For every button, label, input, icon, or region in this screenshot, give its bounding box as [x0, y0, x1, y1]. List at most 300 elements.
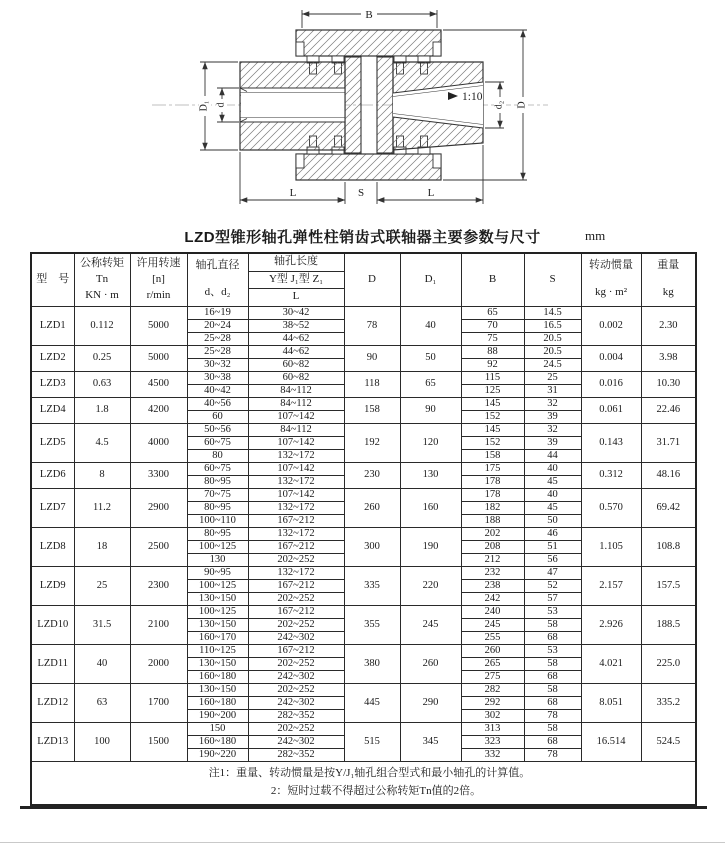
bore-length-cell: 107~142	[248, 462, 344, 475]
torque-cell: 8	[74, 462, 130, 488]
B-cell: 152	[461, 410, 524, 423]
S-cell: 68	[524, 631, 581, 644]
torque-cell: 100	[74, 722, 130, 761]
dim-L-right-label: L	[427, 187, 435, 199]
note-2: 2：短时过载不得超过公称转矩Tn值的2倍。	[270, 784, 482, 797]
bore-length-cell: 132~172	[248, 566, 344, 579]
header-speed-line2: [n]	[152, 272, 165, 285]
B-cell: 178	[461, 488, 524, 501]
D1-cell: 50	[400, 345, 461, 371]
speed-cell: 2000	[130, 644, 187, 683]
S-cell: 46	[524, 527, 581, 540]
bore-diameter-cell: 130~150	[187, 683, 248, 696]
S-cell: 45	[524, 475, 581, 488]
dim-d2	[485, 82, 506, 128]
S-cell: 51	[524, 540, 581, 553]
B-cell: 292	[461, 696, 524, 709]
speed-cell: 1500	[130, 722, 187, 761]
title-row	[0, 226, 725, 248]
bore-length-cell: 242~302	[248, 631, 344, 644]
bore-length-cell: 132~172	[248, 501, 344, 514]
B-cell: 275	[461, 670, 524, 683]
S-cell: 47	[524, 566, 581, 579]
model-cell: LZD1	[31, 306, 74, 345]
header-bore-len-types: Y型 J₁型 Z₁	[249, 271, 344, 289]
D1-cell: 260	[400, 644, 461, 683]
bore-length-cell: 132~172	[248, 449, 344, 462]
model-cell: LZD6	[31, 462, 74, 488]
B-cell: 232	[461, 566, 524, 579]
dim-B	[302, 7, 437, 28]
model-cell: LZD13	[31, 722, 74, 761]
header-weight-line2: kg	[662, 285, 674, 298]
header-bore-dia-line2: d、d₂	[204, 285, 231, 298]
model-cell: LZD10	[31, 605, 74, 644]
page-bottom-rule	[20, 806, 707, 809]
S-cell: 39	[524, 436, 581, 449]
torque-cell: 63	[74, 683, 130, 722]
bore-diameter-cell: 190~220	[187, 748, 248, 761]
bore-diameter-cell: 60~75	[187, 436, 248, 449]
torque-cell: 4.5	[74, 423, 130, 462]
S-cell: 78	[524, 709, 581, 722]
table-row	[31, 423, 696, 436]
weight-cell: 3.98	[641, 345, 696, 371]
dim-B-label: B	[365, 9, 373, 21]
speed-cell: 5000	[130, 306, 187, 345]
model-cell: LZD9	[31, 566, 74, 605]
bore-diameter-cell: 160~180	[187, 696, 248, 709]
bore-length-cell: 202~252	[248, 683, 344, 696]
bore-diameter-cell: 160~180	[187, 670, 248, 683]
bore-diameter-cell: 100~110	[187, 514, 248, 527]
bore-length-cell: 84~112	[248, 384, 344, 397]
speed-cell: 2900	[130, 488, 187, 527]
D1-cell: 120	[400, 423, 461, 462]
header-D: D	[344, 253, 400, 306]
speed-cell: 4200	[130, 397, 187, 423]
B-cell: 175	[461, 462, 524, 475]
bore-length-cell: 167~212	[248, 644, 344, 657]
bore-length-cell: 202~252	[248, 592, 344, 605]
table-footer	[31, 761, 696, 805]
dim-S-label: S	[357, 187, 365, 199]
inertia-cell: 4.021	[581, 644, 641, 683]
S-cell: 68	[524, 735, 581, 748]
model-cell: LZD12	[31, 683, 74, 722]
D1-cell: 160	[400, 488, 461, 527]
speed-cell: 5000	[130, 345, 187, 371]
B-cell: 158	[461, 449, 524, 462]
header-S: S	[524, 253, 581, 306]
S-cell: 44	[524, 449, 581, 462]
taper-label: 1:10	[462, 91, 483, 103]
bore-diameter-cell: 40~42	[187, 384, 248, 397]
header-bore-len-L: L	[249, 288, 344, 306]
header-bore-dia-line1: 轴孔直径	[195, 259, 240, 271]
weight-cell: 108.8	[641, 527, 696, 566]
bore-length-cell: 107~142	[248, 488, 344, 501]
header-bore-diameter	[187, 253, 248, 306]
header-inertia-line1: 转动惯量	[589, 259, 633, 271]
inertia-cell: 2.157	[581, 566, 641, 605]
B-cell: 255	[461, 631, 524, 644]
model-cell: LZD3	[31, 371, 74, 397]
D1-cell: 190	[400, 527, 461, 566]
weight-cell: 31.71	[641, 423, 696, 462]
S-cell: 50	[524, 514, 581, 527]
header-bore-len-title: 轴孔长度	[274, 255, 318, 268]
inertia-cell: 0.570	[581, 488, 641, 527]
inertia-cell: 2.926	[581, 605, 641, 644]
bore-length-cell: 167~212	[248, 579, 344, 592]
bore-diameter-cell: 80~95	[187, 475, 248, 488]
D-cell: 515	[344, 722, 400, 761]
D-cell: 78	[344, 306, 400, 345]
bore-length-cell: 84~112	[248, 423, 344, 436]
B-cell: 152	[461, 436, 524, 449]
B-cell: 178	[461, 475, 524, 488]
bore-diameter-cell: 20~24	[187, 319, 248, 332]
B-cell: 145	[461, 423, 524, 436]
bore-length-cell: 60~82	[248, 358, 344, 371]
inertia-cell: 0.143	[581, 423, 641, 462]
weight-cell: 188.5	[641, 605, 696, 644]
speed-cell: 2500	[130, 527, 187, 566]
bore-diameter-cell: 80	[187, 449, 248, 462]
S-cell: 53	[524, 644, 581, 657]
header-speed-line1: 许用转速	[136, 257, 181, 270]
weight-cell: 48.16	[641, 462, 696, 488]
inertia-cell: 8.051	[581, 683, 641, 722]
D-cell: 158	[344, 397, 400, 423]
bore-length-cell: 84~112	[248, 397, 344, 410]
B-cell: 240	[461, 605, 524, 618]
header-torque	[74, 253, 130, 306]
header-torque-line1: 公称转矩	[80, 257, 124, 270]
speed-cell: 2300	[130, 566, 187, 605]
inertia-cell: 1.105	[581, 527, 641, 566]
left-hub	[240, 62, 345, 150]
bore-diameter-cell: 110~125	[187, 644, 248, 657]
weight-cell: 524.5	[641, 722, 696, 761]
header-speed	[130, 253, 187, 306]
B-cell: 313	[461, 722, 524, 735]
bore-diameter-cell: 150	[187, 722, 248, 735]
B-cell: 115	[461, 371, 524, 384]
note-1: 注1：重量、转动惯量是按Y/J₁轴孔组合型式和最小轴孔的计算值。	[208, 766, 531, 779]
scan-edge-line	[0, 842, 725, 843]
speed-cell: 2100	[130, 605, 187, 644]
notes-cell	[31, 761, 696, 805]
header-speed-line3: r/min	[146, 288, 171, 301]
B-cell: 145	[461, 397, 524, 410]
S-cell: 68	[524, 670, 581, 683]
weight-cell: 69.42	[641, 488, 696, 527]
table-row	[31, 306, 696, 319]
B-cell: 323	[461, 735, 524, 748]
S-cell: 24.5	[524, 358, 581, 371]
inertia-cell: 0.004	[581, 345, 641, 371]
bore-diameter-cell: 60	[187, 410, 248, 423]
bore-length-cell: 242~302	[248, 670, 344, 683]
D-cell: 192	[344, 423, 400, 462]
dim-L-left-label: L	[289, 187, 297, 199]
table-body	[31, 306, 696, 761]
spec-table-wrap	[30, 252, 697, 809]
S-cell: 57	[524, 592, 581, 605]
S-cell: 32	[524, 397, 581, 410]
B-cell: 182	[461, 501, 524, 514]
table-row	[31, 371, 696, 384]
B-cell: 188	[461, 514, 524, 527]
bore-diameter-cell: 100~125	[187, 605, 248, 618]
table-row	[31, 488, 696, 501]
B-cell: 125	[461, 384, 524, 397]
bore-diameter-cell: 80~95	[187, 527, 248, 540]
bore-diameter-cell: 50~56	[187, 423, 248, 436]
weight-cell: 335.2	[641, 683, 696, 722]
inertia-cell: 0.016	[581, 371, 641, 397]
weight-cell: 2.30	[641, 306, 696, 345]
top-flange-ring	[296, 30, 441, 56]
bore-diameter-cell: 130~150	[187, 657, 248, 670]
D-cell: 118	[344, 371, 400, 397]
bore-length-cell: 242~302	[248, 696, 344, 709]
S-cell: 53	[524, 605, 581, 618]
inertia-cell: 0.312	[581, 462, 641, 488]
bottom-flange-ring	[296, 154, 441, 180]
inertia-cell: 16.514	[581, 722, 641, 761]
bore-diameter-cell: 16~19	[187, 306, 248, 319]
table-row	[31, 605, 696, 618]
header-inertia	[581, 253, 641, 306]
S-cell: 31	[524, 384, 581, 397]
S-cell: 45	[524, 501, 581, 514]
D1-cell: 130	[400, 462, 461, 488]
torque-cell: 18	[74, 527, 130, 566]
table-row	[31, 462, 696, 475]
speed-cell: 4000	[130, 423, 187, 462]
bore-diameter-cell: 130~150	[187, 592, 248, 605]
S-cell: 40	[524, 488, 581, 501]
S-cell: 56	[524, 553, 581, 566]
bore-diameter-cell: 160~180	[187, 735, 248, 748]
S-cell: 52	[524, 579, 581, 592]
header-torque-line2: Tn	[95, 272, 109, 285]
torque-cell: 0.25	[74, 345, 130, 371]
table-row	[31, 644, 696, 657]
D-cell: 355	[344, 605, 400, 644]
D1-cell: 220	[400, 566, 461, 605]
torque-cell: 25	[74, 566, 130, 605]
weight-cell: 10.30	[641, 371, 696, 397]
D-cell: 445	[344, 683, 400, 722]
bore-length-cell: 167~212	[248, 514, 344, 527]
dim-d-label: d	[215, 102, 227, 108]
torque-cell: 11.2	[74, 488, 130, 527]
table-row	[31, 527, 696, 540]
bore-length-cell: 60~82	[248, 371, 344, 384]
bore-diameter-cell: 30~38	[187, 371, 248, 384]
bore-length-cell: 132~172	[248, 527, 344, 540]
torque-cell: 0.112	[74, 306, 130, 345]
bore-length-cell: 132~172	[248, 475, 344, 488]
S-cell: 58	[524, 683, 581, 696]
B-cell: 260	[461, 644, 524, 657]
bore-diameter-cell: 100~125	[187, 540, 248, 553]
D-cell: 335	[344, 566, 400, 605]
S-cell: 32	[524, 423, 581, 436]
bore-diameter-cell: 160~170	[187, 631, 248, 644]
bore-diameter-cell: 80~95	[187, 501, 248, 514]
S-cell: 39	[524, 410, 581, 423]
weight-cell: 22.46	[641, 397, 696, 423]
coupling-drawing-svg	[0, 0, 725, 222]
B-cell: 242	[461, 592, 524, 605]
B-cell: 92	[461, 358, 524, 371]
header-model: 型 号	[31, 253, 74, 306]
header-bore-length	[248, 253, 344, 306]
model-cell: LZD2	[31, 345, 74, 371]
header-weight	[641, 253, 696, 306]
bore-diameter-cell: 25~28	[187, 332, 248, 345]
bore-diameter-cell: 130	[187, 553, 248, 566]
S-cell: 58	[524, 618, 581, 631]
bore-length-cell: 202~252	[248, 618, 344, 631]
S-cell: 14.5	[524, 306, 581, 319]
table-row	[31, 683, 696, 696]
bore-length-cell: 38~52	[248, 319, 344, 332]
S-cell: 16.5	[524, 319, 581, 332]
dim-D-label: D	[516, 101, 528, 109]
bore-diameter-cell: 130~150	[187, 618, 248, 631]
B-cell: 88	[461, 345, 524, 358]
torque-cell: 31.5	[74, 605, 130, 644]
speed-cell: 3300	[130, 462, 187, 488]
B-cell: 332	[461, 748, 524, 761]
D-cell: 300	[344, 527, 400, 566]
weight-cell: 157.5	[641, 566, 696, 605]
B-cell: 75	[461, 332, 524, 345]
B-cell: 238	[461, 579, 524, 592]
bore-length-cell: 30~42	[248, 306, 344, 319]
S-cell: 20.5	[524, 345, 581, 358]
D1-cell: 40	[400, 306, 461, 345]
B-cell: 265	[461, 657, 524, 670]
B-cell: 302	[461, 709, 524, 722]
torque-cell: 1.8	[74, 397, 130, 423]
bore-length-cell: 202~252	[248, 722, 344, 735]
S-cell: 40	[524, 462, 581, 475]
table-row	[31, 566, 696, 579]
header-D1: D₁	[400, 253, 461, 306]
D1-cell: 90	[400, 397, 461, 423]
S-cell: 78	[524, 748, 581, 761]
bore-diameter-cell: 190~200	[187, 709, 248, 722]
bore-length-cell: 202~252	[248, 657, 344, 670]
inertia-cell: 0.002	[581, 306, 641, 345]
header-B: B	[461, 253, 524, 306]
bore-length-cell: 167~212	[248, 540, 344, 553]
D1-cell: 290	[400, 683, 461, 722]
unit-label: mm	[585, 228, 606, 243]
bore-diameter-cell: 70~75	[187, 488, 248, 501]
inertia-cell: 0.061	[581, 397, 641, 423]
S-cell: 58	[524, 722, 581, 735]
coupling-section-drawing	[0, 0, 725, 222]
bore-length-cell: 107~142	[248, 410, 344, 423]
model-cell: LZD7	[31, 488, 74, 527]
model-cell: LZD4	[31, 397, 74, 423]
bore-diameter-cell: 60~75	[187, 462, 248, 475]
model-cell: LZD11	[31, 644, 74, 683]
S-cell: 68	[524, 696, 581, 709]
D1-cell: 345	[400, 722, 461, 761]
B-cell: 65	[461, 306, 524, 319]
header-inertia-line2: kg · m²	[594, 285, 628, 298]
torque-cell: 0.63	[74, 371, 130, 397]
bore-diameter-cell: 25~28	[187, 345, 248, 358]
B-cell: 212	[461, 553, 524, 566]
B-cell: 70	[461, 319, 524, 332]
bore-length-cell: 167~212	[248, 605, 344, 618]
D-cell: 90	[344, 345, 400, 371]
bore-diameter-cell: 40~56	[187, 397, 248, 410]
D-cell: 230	[344, 462, 400, 488]
speed-cell: 4500	[130, 371, 187, 397]
S-cell: 25	[524, 371, 581, 384]
table-row	[31, 722, 696, 735]
weight-cell: 225.0	[641, 644, 696, 683]
bore-length-cell: 107~142	[248, 436, 344, 449]
S-cell: 20.5	[524, 332, 581, 345]
bore-length-cell: 44~62	[248, 345, 344, 358]
bore-diameter-cell: 100~125	[187, 579, 248, 592]
S-cell: 58	[524, 657, 581, 670]
torque-cell: 40	[74, 644, 130, 683]
header-torque-line3: KN · m	[85, 288, 119, 301]
speed-cell: 1700	[130, 683, 187, 722]
header-weight-line1: 重量	[657, 259, 680, 271]
model-cell: LZD8	[31, 527, 74, 566]
bore-length-cell: 242~302	[248, 735, 344, 748]
bore-length-cell: 282~352	[248, 748, 344, 761]
D-cell: 380	[344, 644, 400, 683]
dim-d2-label: d₂	[493, 100, 505, 110]
model-cell: LZD5	[31, 423, 74, 462]
D-cell: 260	[344, 488, 400, 527]
coupling-spec-table	[30, 252, 697, 806]
bore-diameter-cell: 90~95	[187, 566, 248, 579]
bore-length-cell: 44~62	[248, 332, 344, 345]
right-hub	[393, 62, 483, 150]
B-cell: 202	[461, 527, 524, 540]
table-header	[31, 253, 696, 306]
D1-cell: 245	[400, 605, 461, 644]
D1-cell: 65	[400, 371, 461, 397]
B-cell: 282	[461, 683, 524, 696]
page-title: LZD型锥形轴孔弹性柱销齿式联轴器主要参数与尺寸	[184, 229, 541, 246]
bore-length-cell: 202~252	[248, 553, 344, 566]
bore-diameter-cell: 30~32	[187, 358, 248, 371]
table-row	[31, 397, 696, 410]
dim-D1-label: D₁	[198, 100, 210, 112]
bore-length-cell: 282~352	[248, 709, 344, 722]
table-row	[31, 345, 696, 358]
B-cell: 245	[461, 618, 524, 631]
B-cell: 208	[461, 540, 524, 553]
